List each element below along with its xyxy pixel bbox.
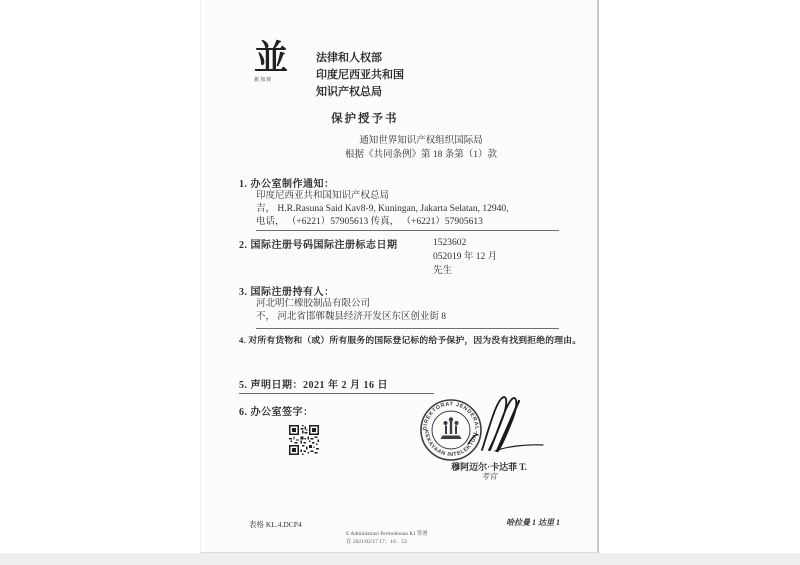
signer-title: 考官	[481, 472, 497, 481]
notice-block	[261, 135, 581, 162]
ministry-logo	[254, 42, 288, 83]
seal-text-top: DIREKTORAT JENDERAL	[422, 401, 480, 431]
ministry-logo-caption: 新加坡	[254, 78, 273, 83]
letterhead-line: 印度尼西亚共和国	[316, 69, 404, 81]
section1-body	[256, 190, 559, 231]
signer-name: 穆阿迈尔·卡达菲 T.	[451, 462, 527, 472]
section3-divider	[256, 328, 559, 329]
section1-label: 1. 办公室制作通知：	[239, 179, 335, 190]
esign-line: 在 2021/02/17 17：16：53	[346, 538, 407, 545]
qr-code-icon	[289, 424, 319, 456]
notice-line: 通知世界知识产权组织国际局	[359, 136, 483, 146]
declaration-date: 5. 声明日期：2021 年 2 月 16 日	[239, 380, 434, 394]
registration-note: 先生	[433, 266, 453, 276]
section5-date	[239, 376, 434, 391]
scan-shadow-strip	[0, 553, 800, 565]
footer-esign-note	[346, 531, 428, 546]
letterhead-line: 知识产权总局	[316, 86, 382, 98]
signature-icon	[468, 397, 543, 451]
holder-name: 河北明仁橡胶制品有限公司	[256, 299, 371, 309]
page-title: 保护授予书	[331, 113, 399, 125]
section4-statement: 4. 对所有货物和（或）所有服务的国际登记标的给予保护，因为没有找到拒绝的理由。	[239, 335, 582, 345]
seal-text-bottom: KEKAYAAN INTELEKTUAL	[422, 429, 480, 459]
footer-page-note: 哈拉曼 1 达里 1	[506, 518, 560, 527]
section2-values	[433, 236, 497, 278]
registration-date: 052019 年 12 月	[433, 252, 498, 262]
letterhead-line: 法律和人权部	[316, 52, 382, 64]
office-phone-fax: 电话， （+6221）57905613 传真， （+6221）57905613	[256, 216, 559, 231]
section6-label: 6. 办公室签字：	[239, 407, 314, 418]
notice-line: 根据《共同条例》第 18 条第（1）款	[344, 149, 497, 160]
registration-number: 1523602	[433, 238, 467, 248]
section2-label: 2. 国际注册号码国际注册标志日期	[239, 240, 398, 251]
seal-emblem-icon	[441, 417, 462, 439]
seal-stamp-icon	[421, 400, 481, 460]
esign-line: E Administrasi Permohonan KI 签署	[346, 531, 428, 537]
section3-label: 3. 国际注册持有人：	[239, 287, 335, 298]
holder-address: 不， 河北省邯郸魏县经济开发区东区创业街 8	[256, 312, 447, 322]
office-name: 印度尼西亚共和国知识产权总局	[256, 191, 390, 201]
office-address: 吉， H.R.Rasuna Said Kav8-9, Kuningan, Jakarta Selatan, 12940,	[256, 204, 509, 214]
document-page	[200, 0, 599, 553]
footer-form-code: 表格 KL.4.DCP4	[249, 520, 302, 529]
section3-body	[256, 298, 559, 324]
letterhead	[316, 50, 404, 101]
ministry-logo-glyph: 並	[254, 40, 288, 77]
